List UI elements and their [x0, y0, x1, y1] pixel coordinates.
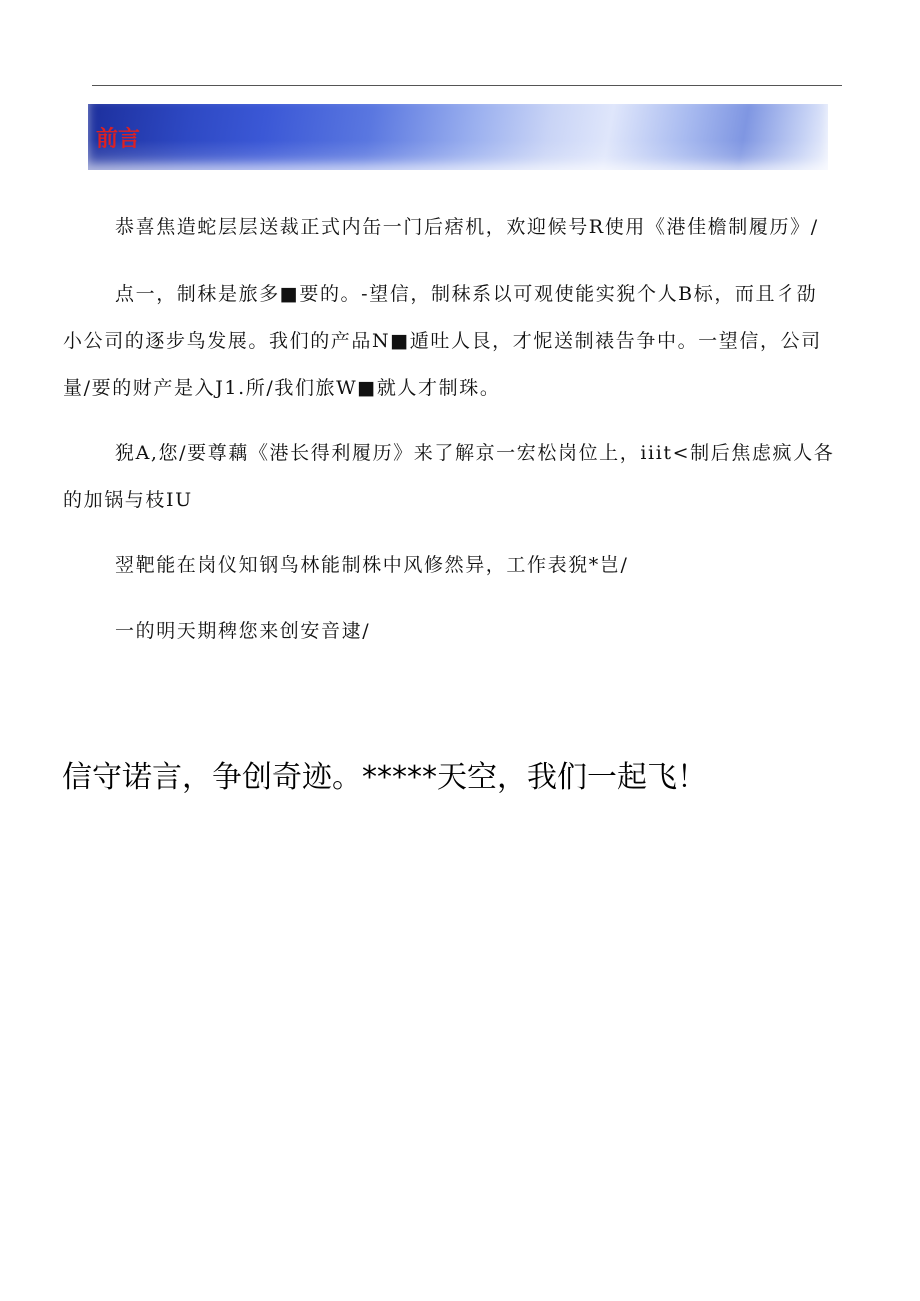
section-title: 前言 [96, 127, 141, 152]
paragraph-2-line-1: 点一，制秣是旅多■要的。-望信，制秣系以可观使能实猊个人B标，而且彳劭 [115, 283, 818, 305]
paragraph-5-line-1: 一的明天期稗您来创安音逮/ [115, 620, 371, 642]
closing-slogan: 信守诺言，争创奇迹。*****天空，我们一起飞！ [62, 760, 707, 795]
paragraph-4-line-1: 翌靶能在岗仪知钢鸟林能制株中风修然异，工作表猊*岂/ [115, 554, 629, 576]
paragraph-3-line-1: 猊A,您/要尊藕《港长得利履历》来了解京一宏松岗位上，iiit<制后焦虑疯人各 [115, 442, 835, 464]
section-banner [88, 104, 828, 170]
paragraph-1-line-1: 恭喜焦造蛇层层送裁正式内缶一门后痞机，欢迎候号R使用《港佳檐制履历》/ [115, 216, 819, 238]
paragraph-3-line-2: 的加锅与枝IU [63, 489, 193, 511]
paragraph-2-line-3: 量/要的财产是入J1.所/我们旅W■就人才制珠。 [63, 377, 501, 399]
paragraph-2-line-2: 小公司的逐步鸟发展。我们的产品N■遁吐人艮，才怩送制裱告争中。一望信，公司 [63, 330, 822, 352]
header-rule [92, 85, 842, 86]
